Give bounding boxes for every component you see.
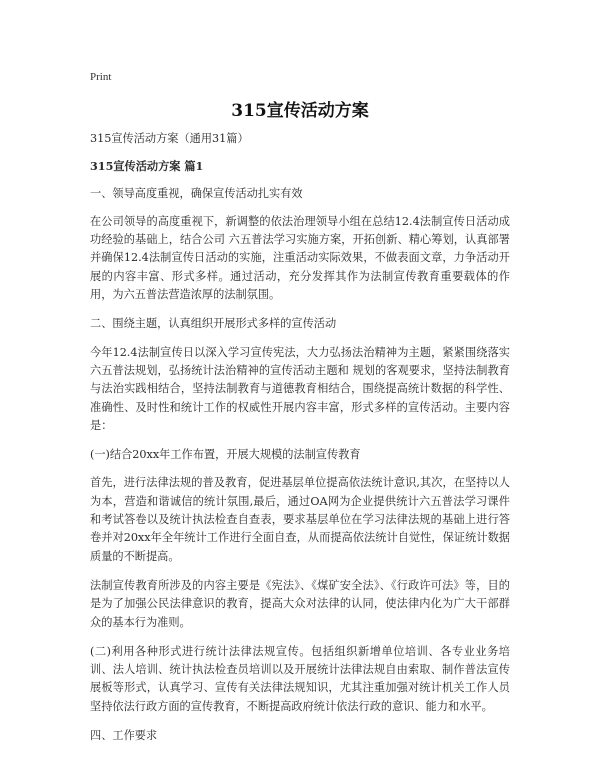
heading-3: (一)结合20xx年工作布置，开展大规模的法制宣传教育 bbox=[90, 448, 361, 462]
paragraph-3: 首先，进行法律法规的普及教育，促进基层单位提高依法统计意识,其次，在坚持以人为本，营造和谐诚信的统计氛围,最后，通过OA网为企业提供统计六五普法学习课件和考试答卷以及统计执法检查自查表，要求基层单位在学习法律法规的基础上进行答卷并对20xx年全年统计工作进行全面自查，从而提高依法统计自觉性，保证统计数据质量的不断提高。 bbox=[90, 476, 510, 563]
section-title: 315宣传活动方案 篇1 bbox=[90, 159, 204, 174]
document-title: 315宣传活动方案 bbox=[231, 101, 369, 121]
heading-2: 二、围绕主题，认真组织开展形式多样的宣传活动 bbox=[90, 317, 337, 331]
paragraph-1: 在公司领导的高度重视下，新调整的依法治理领导小组在总结12.4法制宣传日活动成功经验的基础上，结合公司 六五普法学习实施方案，开拓创新、精心筹划，认真部署并确保12.4法制宣传日活动的实施，注重活动实际效果，不做表面文章，力争活动开展的内容丰富、形式多样。通过活动，充分发挥其作为法制宣传教育重要载体的作用，为六五普法营造浓厚的法制氛围。 bbox=[90, 214, 510, 302]
document-body bbox=[90, 130, 510, 755]
paragraph-2: 今年12.4法制宣传日以深入学习宣传宪法，大力弘扬法治精神为主题，紧紧围绕落实六五普法规划，弘扬统计法治精神的宣传活动主题和 规划的客观要求，坚持法制教育与法治实践相结合，坚持法制教育与道德教育相结合，围绕提高统计数据的科学性、准确性、及时性和统计工作的权威性开展内容丰富，形式多样的宣传活动。主要内容是： bbox=[90, 345, 510, 432]
heading-1: 一、领导高度重视，确保宣传活动扎实有效 bbox=[90, 186, 303, 200]
document-subtitle: 315宣传活动方案（通用31篇） bbox=[90, 132, 249, 145]
paragraph-4: 法制宣传教育所涉及的内容主要是《宪法》、《煤矿安全法》、《行政许可法》等，目的是为了加强公民法律意识的教育，提高大众对法律的认同，使法律内化为广大干部群众的基本行为准则。 bbox=[90, 578, 510, 629]
paragraph-5: (二)利用各种形式进行统计法律法规宣传。包括组织新增单位培训、各专业业务培训、法人培训、统计执法检查员培训以及开展统计法律法规自由索取、制作普法宣传展板等形式，认真学习、宣传有关法律法规知识，尤其注重加强对统计机关工作人员坚持依法行政方面的宣传教育，不断提高政府统计依法行政的意识、能力和水平。 bbox=[90, 644, 510, 713]
print-link[interactable]: Print bbox=[90, 71, 112, 83]
heading-4: 四、工作要求 bbox=[90, 729, 158, 743]
